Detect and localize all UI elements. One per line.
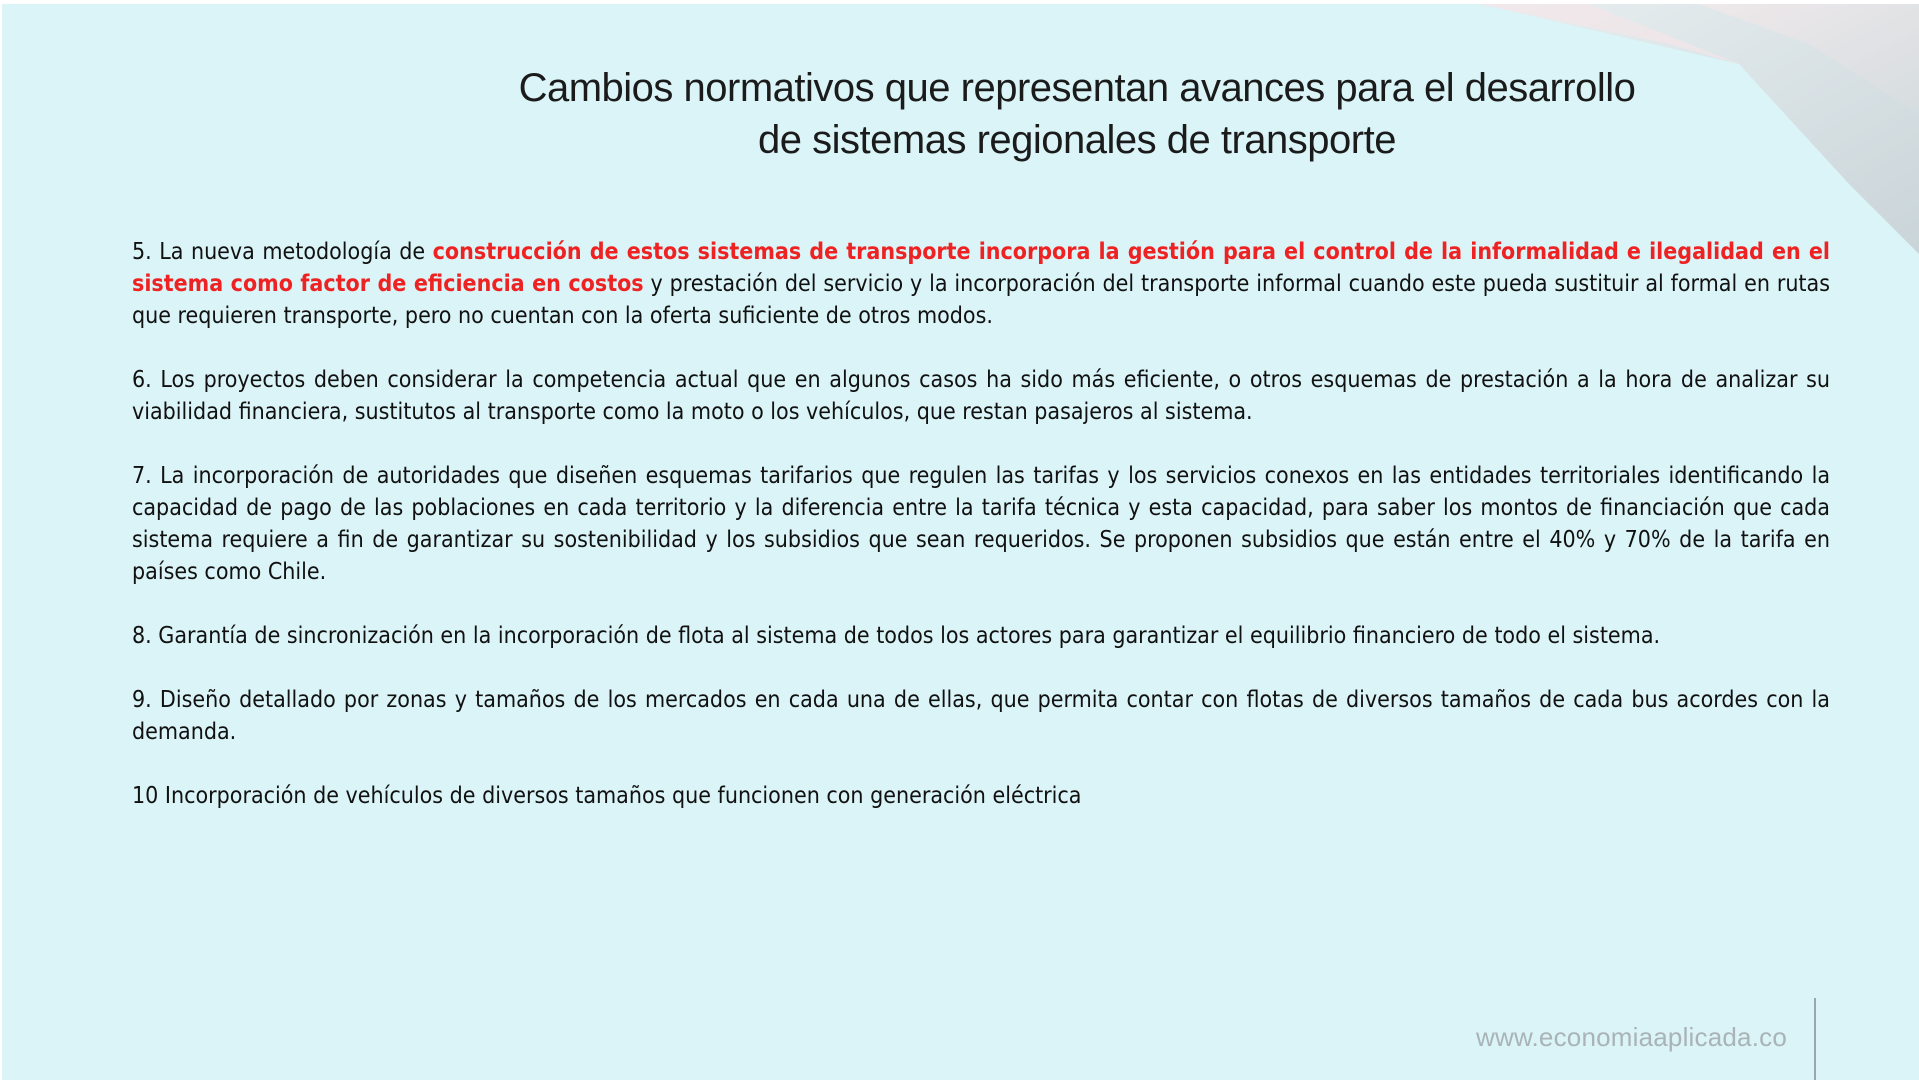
paragraph-9: 9. Diseño detallado por zonas y tamaños de los mercados en cada una de ellas, que permita contar con flotas de diversos tamaños de cada bus acordes con la demanda. [132, 687, 1830, 745]
paragraph-10: 10 Incorporación de vehículos de diversos tamaños que funcionen con generación eléctrica [132, 783, 1082, 809]
paragraph-8: 8. Garantía de sincronización en la incorporación de flota al sistema de todos los actores para garantizar el equilibrio financiero de todo el sistema. [132, 623, 1661, 649]
website-url: www.economiaaplicada.co [1476, 1022, 1787, 1052]
paragraph-5-rest: y prestación del servicio y la incorporación del transporte informal cuando este pueda sustituir al formal en rutas que requieren transporte, pero no cuentan con la oferta suficiente de otros modos. [132, 271, 1831, 329]
footer-divider [1814, 998, 1816, 1080]
paragraph-7: 7. La incorporación de autoridades que diseñen esquemas tarifarios que regulen las tarifas y los servicios conexos en las entidades territoriales identificando la capacidad de pago de las poblaciones en cada territorio y la diferencia entre la tarifa técnica y esta capacidad, para saber los montos de financiación que cada sistema requiere a fin de garantizar su sostenibilidad y los subsidios que sean requeridos. Se proponen subsidios que están entre el 40% y 70% de la tarifa en países como Chile. [132, 463, 1830, 585]
paragraph-5 [132, 236, 1830, 332]
paragraph-5-lead: 5. La nueva metodología de [132, 239, 433, 265]
slide [2, 4, 1919, 1080]
slide-title [422, 62, 1732, 166]
slide-body [132, 236, 1830, 844]
title-line-1: Cambios normativos que representan avances para el desarrollo [518, 66, 1636, 110]
paragraph-6: 6. Los proyectos deben considerar la competencia actual que en algunos casos ha sido más eficiente, o otros esquemas de prestación a la hora de analizar su viabilidad financiera, sustitutos al transporte como la moto o los vehículos, que restan pasajeros al sistema. [132, 367, 1830, 425]
title-line-2: de sistemas regionales de transporte [758, 118, 1396, 162]
paragraph-5-highlight: construcción de estos sistemas de transporte incorpora la gestión para el control de la informalidad e ilegalidad en el sistema como factor de eficiencia en costos [132, 239, 1830, 297]
